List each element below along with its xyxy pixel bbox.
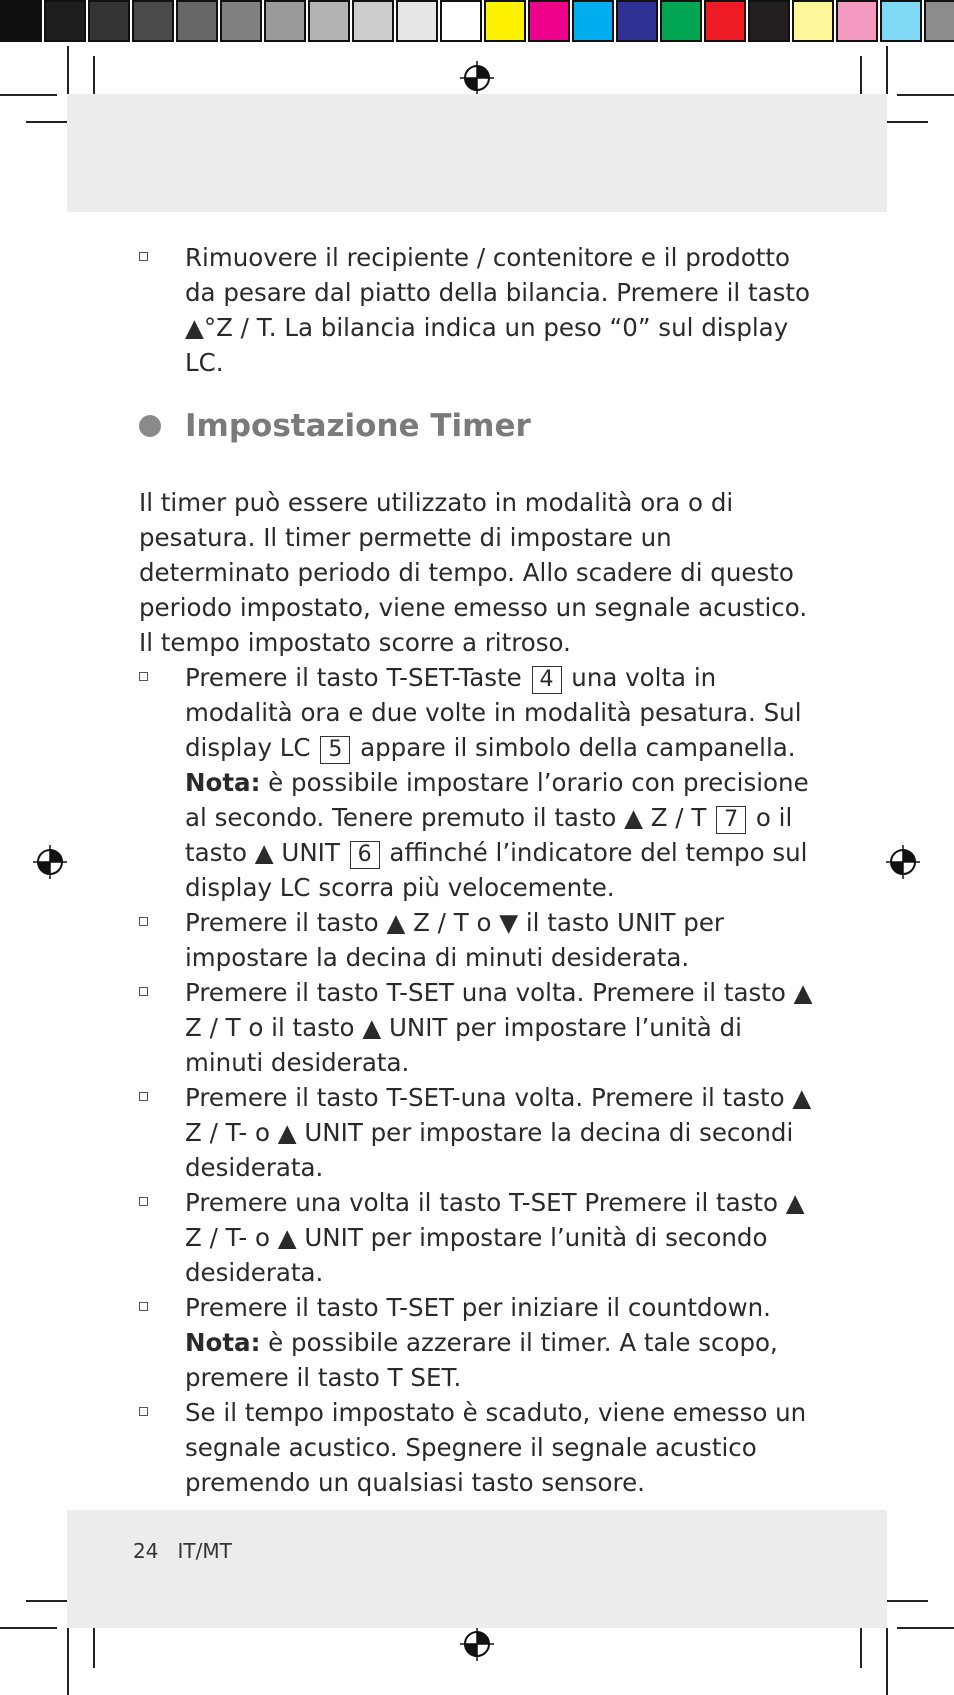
reference-number: 4 — [532, 666, 562, 694]
crop-mark — [67, 46, 69, 94]
color-swatch — [880, 0, 922, 42]
section-intro — [139, 485, 819, 660]
section-title: Impostazione Timer — [185, 408, 531, 444]
text-span: appare il simbolo della campanella. — [352, 733, 796, 762]
crop-mark — [897, 1627, 954, 1629]
grayscale-calibration-bar — [0, 0, 484, 46]
color-swatch — [220, 0, 262, 42]
reference-number: 6 — [350, 841, 380, 869]
list-item — [139, 1185, 819, 1290]
section-heading — [139, 408, 531, 444]
color-swatch — [264, 0, 306, 42]
color-swatch — [660, 0, 702, 42]
crop-mark — [886, 1628, 888, 1695]
color-swatch — [836, 0, 878, 42]
registration-mark-icon — [33, 845, 67, 879]
list-item-text: Premere il tasto T-SET una volta. Premere il tasto ▲ Z / T o il tasto ▲ UNIT per impostare l’unità di minuti desiderata. — [185, 978, 813, 1077]
list-item — [139, 1395, 819, 1500]
crop-mark — [0, 94, 57, 96]
text-span: affinché l’indicatore del tempo sul display LC scorra più velocemente. — [185, 838, 808, 902]
checkbox-bullet-icon — [139, 987, 148, 996]
registration-mark-icon — [460, 1627, 494, 1661]
color-swatch — [176, 0, 218, 42]
intro-list — [139, 240, 819, 380]
checkbox-bullet-icon — [139, 252, 148, 261]
list-item-text: Se il tempo impostato è scaduto, viene emesso un segnale acustico. Spegnere il segnale acustico premendo un qualsiasi tasto sensore. — [185, 1398, 807, 1497]
locale-code: IT/MT — [177, 1539, 232, 1563]
list-item-text: Premere il tasto ▲ Z / T o ▼ il tasto UNIT per impostare la decina di minuti desiderata. — [185, 908, 724, 972]
color-swatch — [924, 0, 954, 42]
color-swatch — [616, 0, 658, 42]
color-swatch — [88, 0, 130, 42]
color-swatch — [704, 0, 746, 42]
note-label: Nota: — [185, 768, 261, 797]
registration-mark-icon — [886, 845, 920, 879]
crop-mark — [0, 1627, 57, 1629]
color-calibration-bar — [484, 0, 954, 46]
footer-band — [67, 1510, 887, 1628]
list-item — [139, 1080, 819, 1185]
color-swatch — [0, 0, 42, 42]
text-span: Premere il tasto T-SET-Taste — [185, 663, 530, 692]
color-swatch — [528, 0, 570, 42]
color-swatch — [572, 0, 614, 42]
checkbox-bullet-icon — [139, 1197, 148, 1206]
checkbox-bullet-icon — [139, 1092, 148, 1101]
checkbox-bullet-icon — [139, 1407, 148, 1416]
list-item-text — [185, 1290, 819, 1395]
steps-list — [139, 660, 819, 1500]
text-span: è possibile azzerare il timer. A tale scopo, premere il tasto T SET. — [185, 1328, 778, 1392]
text-span: è possibile impostare l’orario con precisione al secondo. Tenere premuto il tasto ▲ Z / T — [185, 768, 809, 832]
page-number: 24 — [133, 1539, 159, 1563]
checkbox-bullet-icon — [139, 917, 148, 926]
list-item-text: Premere una volta il tasto T-SET Premere il tasto ▲ Z / T- o ▲ UNIT per impostare l’unità di secondo desiderata. — [185, 1188, 805, 1287]
list-item-text: Premere il tasto T-SET-una volta. Premere il tasto ▲ Z / T- o ▲ UNIT per impostare la decina di secondi desiderata. — [185, 1083, 812, 1182]
checkbox-bullet-icon — [139, 1302, 148, 1311]
color-swatch — [308, 0, 350, 42]
text-span: una volta in modalità ora e due volte in modalità pesatura. Sul display LC — [185, 663, 802, 762]
crop-mark — [886, 46, 888, 94]
bullet-dot-icon — [139, 415, 161, 437]
list-item-text: Rimuovere il recipiente / contenitore e il prodotto da pesare dal piatto della bilancia. Premere il tasto ▲°Z / T. La bilancia indica un peso “0” sul display LC. — [185, 243, 810, 377]
color-swatch — [748, 0, 790, 42]
checkbox-bullet-icon — [139, 672, 148, 681]
color-swatch — [440, 0, 482, 42]
note-label: Nota: — [185, 1328, 261, 1357]
header-band — [67, 94, 887, 212]
page-footer — [133, 1539, 232, 1563]
color-swatch — [352, 0, 394, 42]
registration-mark-icon — [460, 61, 494, 95]
list-item — [139, 240, 819, 380]
reference-number: 5 — [320, 736, 350, 764]
list-item — [139, 975, 819, 1080]
reference-number: 7 — [716, 806, 746, 834]
text-span: o il tasto ▲ UNIT — [185, 803, 793, 867]
paragraph: Il timer può essere utilizzato in modalità ora o di pesatura. Il timer permette di impostare un determinato periodo di tempo. Allo scadere di questo periodo impostato, viene emesso un segnale acustico. Il tempo impostato scorre a ritroso. — [139, 488, 808, 657]
crop-mark — [897, 94, 954, 96]
color-swatch — [44, 0, 86, 42]
color-swatch — [484, 0, 526, 42]
crop-mark — [67, 1628, 69, 1695]
list-item — [139, 905, 819, 975]
text-span: Premere il tasto T-SET per iniziare il countdown. — [185, 1293, 771, 1322]
color-swatch — [792, 0, 834, 42]
list-item — [139, 660, 819, 905]
color-swatch — [396, 0, 438, 42]
list-item — [139, 1290, 819, 1395]
color-swatch — [132, 0, 174, 42]
list-item-text — [185, 660, 819, 905]
